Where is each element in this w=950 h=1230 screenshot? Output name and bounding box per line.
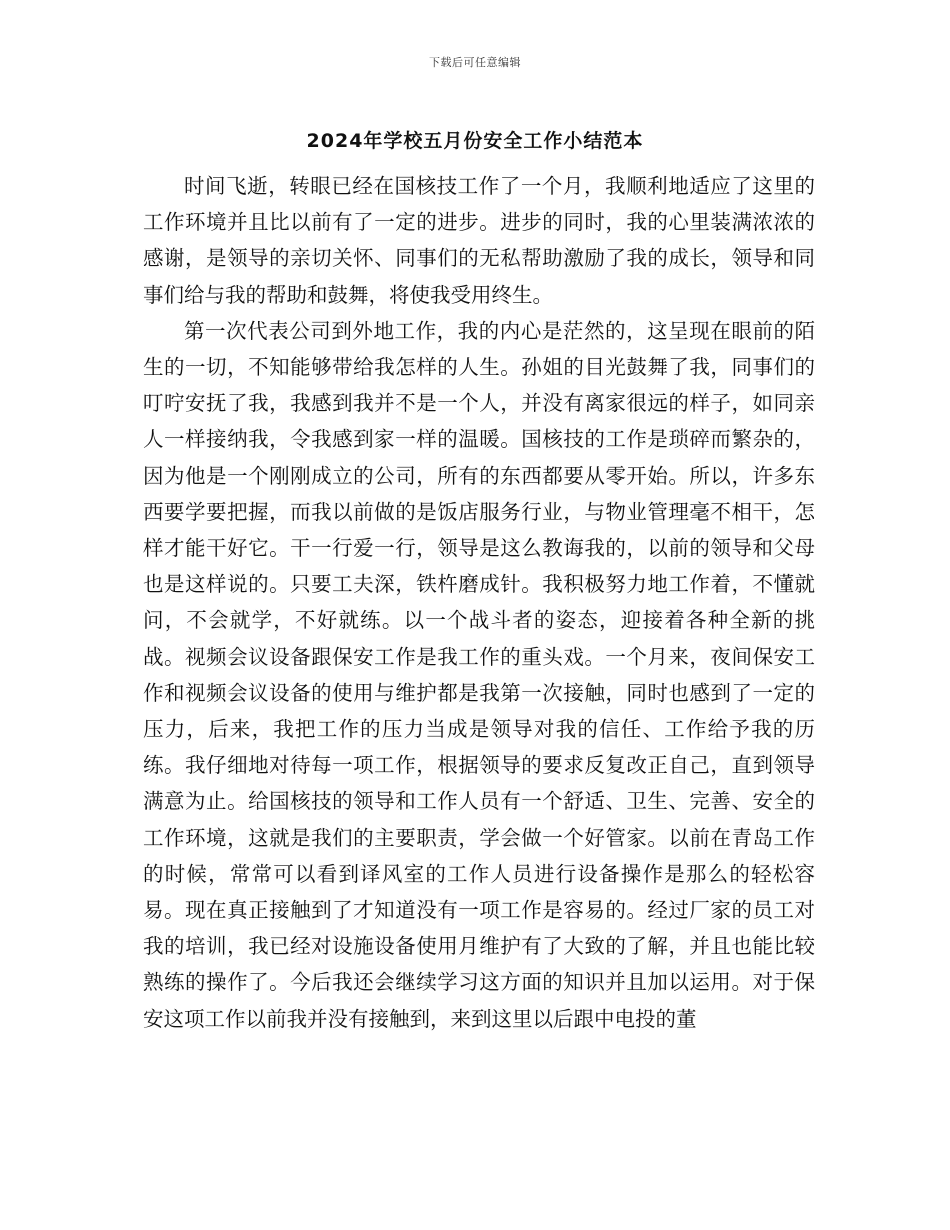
document-title: 2024年学校五月份安全工作小结范本 [306, 130, 644, 152]
paragraph-1: 时间飞逝，转眼已经在国核技工作了一个月，我顺利地适应了这里的工作环境并且比以前有了一定的进步。进步的同时，我的心里装满浓浓的感谢，是领导的亲切关怀、同事们的无私帮助激励了我的成长，领导和同事们给与我的帮助和鼓舞，将使我受用终生。 [143, 174, 815, 307]
document-body [143, 168, 815, 1037]
paragraph-2: 第一次代表公司到外地工作，我的内心是茫然的，这呈现在眼前的陌生的一切，不知能够带给我怎样的人生。孙姐的目光鼓舞了我，同事们的叮咛安抚了我，我感到我并不是一个人，并没有离家很远的样子，如同亲人一样接纳我，令我感到家一样的温暖。国核技的工作是琐碎而繁杂的，因为他是一个刚刚成立的公司，所有的东西都要从零开始。所以，许多东西要学要把握，而我以前做的是饭店服务行业，与物业管理毫不相干，怎样才能干好它。干一行爱一行，领导是这么教诲我的，以前的领导和父母也是这样说的。只要工夫深，铁杵磨成针。我积极努力地工作着，不懂就问，不会就学，不好就练。以一个战斗者的姿态，迎接着各种全新的挑战。视频会议设备跟保安工作是我工作的重头戏。一个月来，夜间保安工作和视频会议设备的使用与维护都是我第一次接触，同时也感到了一定的压力，后来，我把工作的压力当成是领导对我的信任、工作给予我的历练。我仔细地对待每一项工作，根据领导的要求反复改正自己，直到领导满意为止。给国核技的领导和工作人员有一个舒适、卫生、完善、安全的工作环境，这就是我们的主要职责，学会做一个好管家。以前在青岛工作的时候，常常可以看到译风室的工作人员进行设备操作是那么的轻松容易。现在真正接触到了才知道没有一项工作是容易的。经过厂家的员工对我的培训，我已经对设施设备使用月维护有了大致的了解，并且也能比较熟练的操作了。今后我还会继续学习这方面的知识并且加以运用。对于保安这项工作以前我并没有接触到，来到这里以后跟中电投的董 [143, 318, 815, 1031]
header-note: 下载后可任意编辑 [429, 56, 521, 69]
